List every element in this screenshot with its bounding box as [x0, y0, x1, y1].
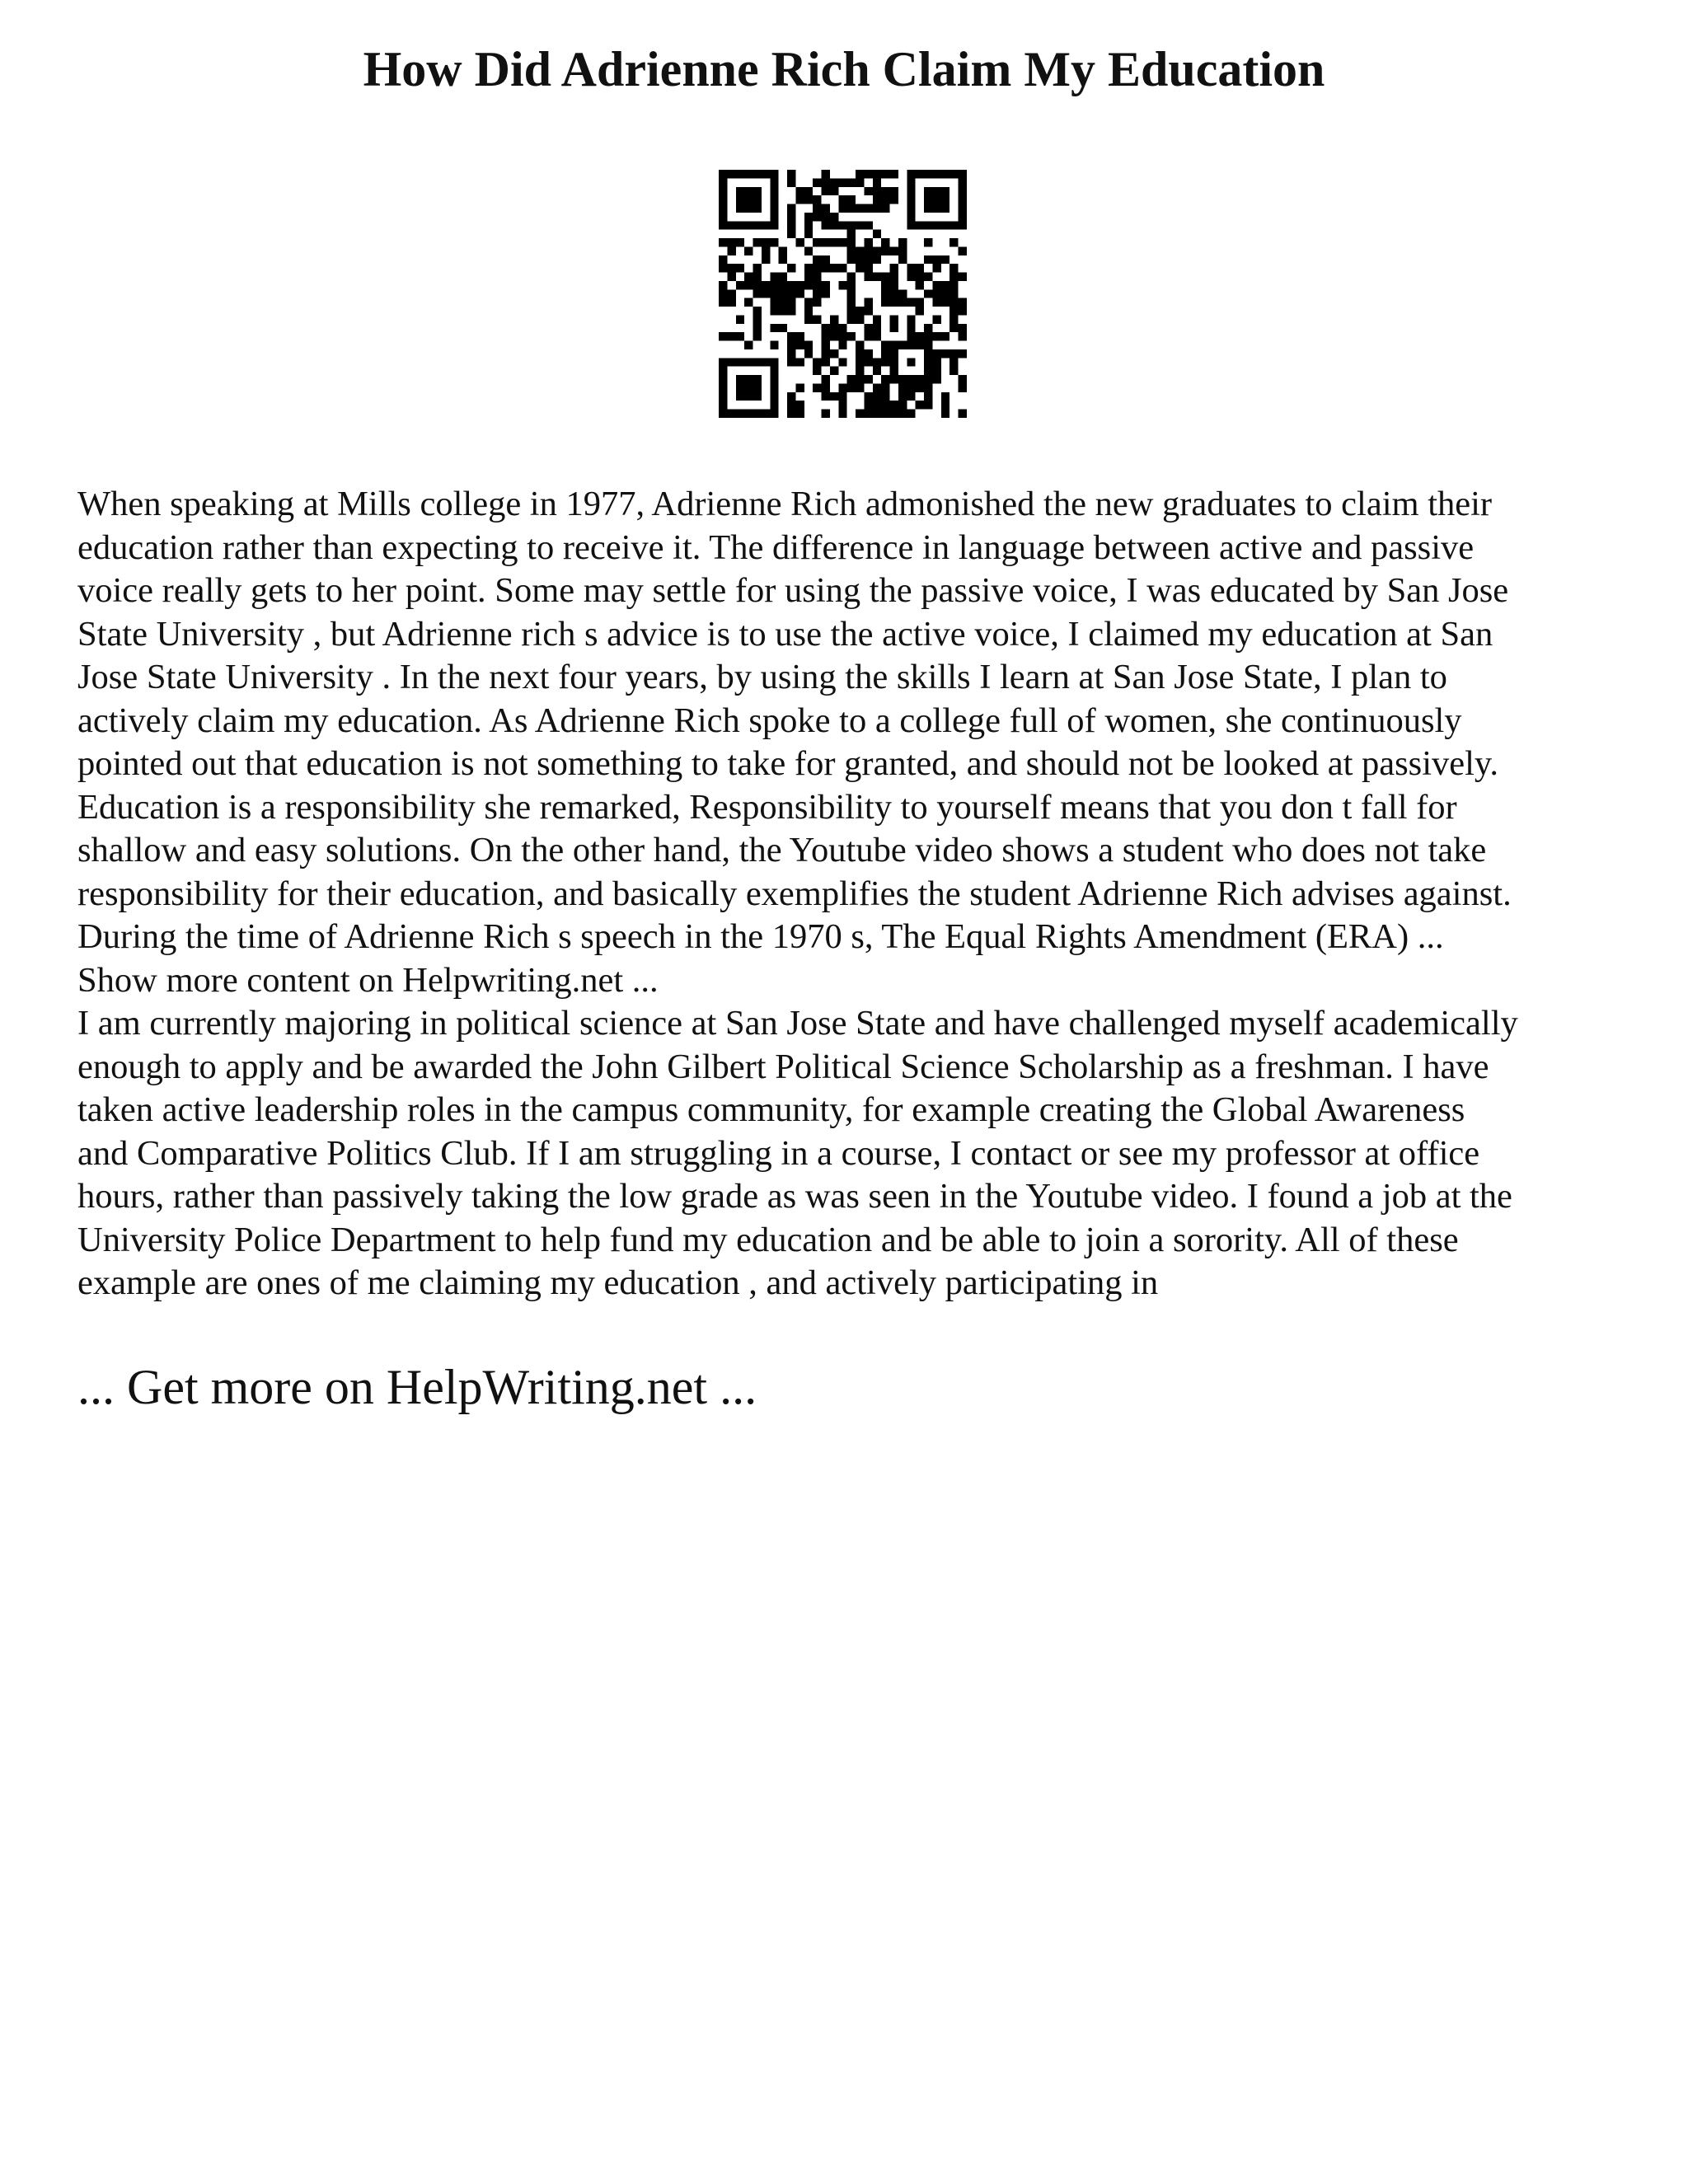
qr-code-icon — [719, 170, 967, 418]
page-title: How Did Adrienne Rich Claim My Education — [363, 42, 1325, 96]
paragraph-2: I am currently majoring in political science at San Jose State and have challenged myself academically enough to apply and be awarded the John Gilbert Political Science Scholarship as a freshman. I have taken active leadership roles in the campus community, for example creating the Global Awareness and Comparative Politics Club. If I am struggling in a course, I contact or see my professor at office hours, rather than passively taking the low grade as was seen in the Youtube video. I found a job at the University Police Department to help fund my education and be able to join a sorority. All of these example are ones of me claiming my education , and actively participating in — [77, 1004, 1518, 1302]
get-more-link[interactable]: ... Get more on HelpWriting.net ... — [77, 1360, 757, 1414]
article-body — [77, 483, 1627, 1305]
paragraph-1: When speaking at Mills college in 1977, Adrienne Rich admonished the new graduates to claim their education rather than expecting to receive it. The difference in language between active and passive voice really gets to her point. Some may settle for using the passive voice, I was educated by San Jose State University , but Adrienne rich s advice is to use the active voice, I claimed my education at San Jose State University . In the next four years, by using the skills I learn at San Jose State, I plan to actively claim my education. As Adrienne Rich spoke to a college full of women, she continuously pointed out that education is not something to take for granted, and should not be looked at passively. Education is a responsibility she remarked, Responsibility to yourself means that you don t fall for shallow and easy solutions. On the other hand, the Youtube video shows a student who does not take responsibility for their education, and basically exemplifies the student Adrienne Rich advises against. During the time of Adrienne Rich s speech in the 1970 s, The Equal Rights Amendment (ERA) ... Show more content on Helpwriting.net ... — [77, 485, 1512, 1000]
